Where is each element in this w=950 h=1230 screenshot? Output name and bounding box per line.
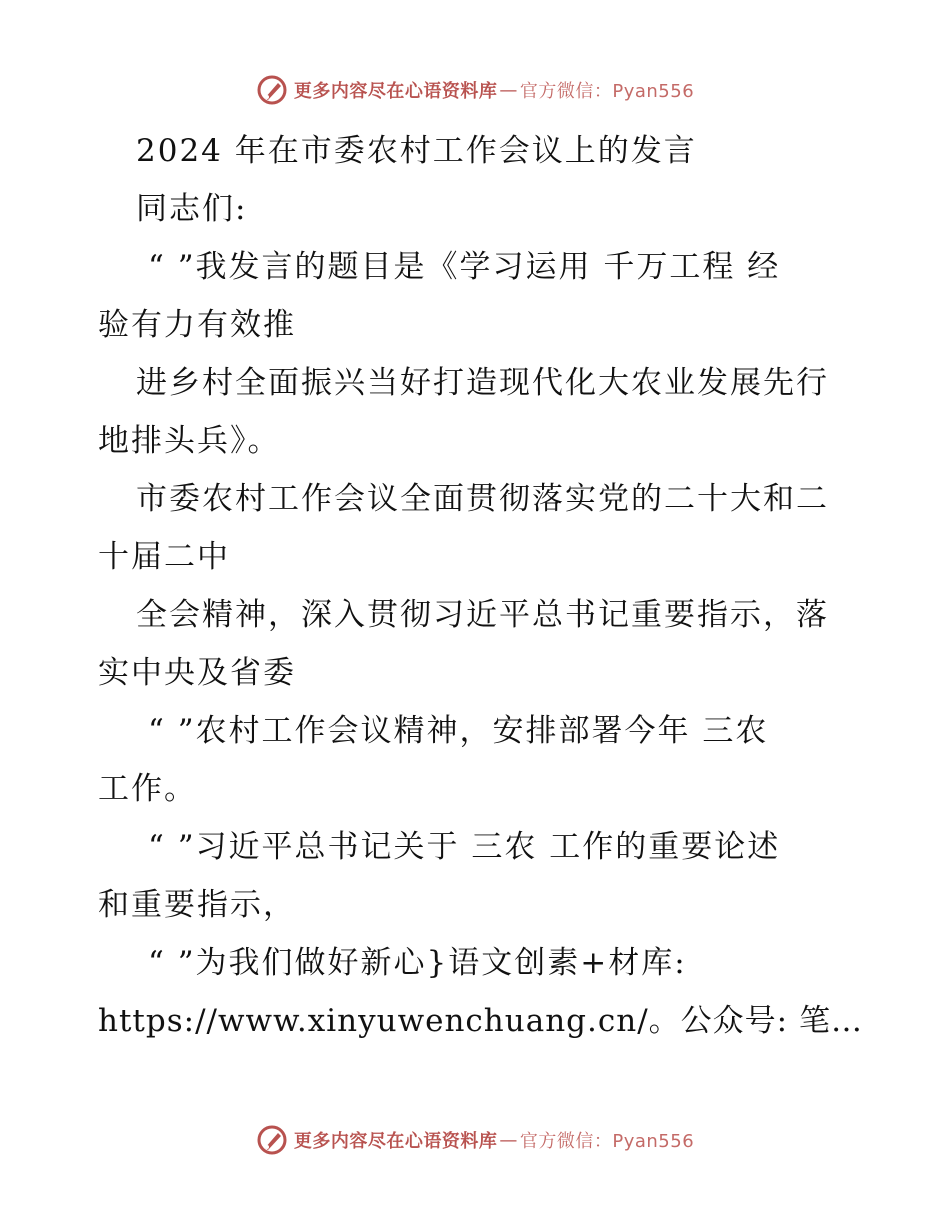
pen-circle-logo-icon: [256, 1124, 288, 1156]
paragraph-line: 验有力有效推: [98, 307, 296, 343]
paragraph-line: 地排头兵》。: [98, 423, 281, 459]
watermark-right-text: 官方微信：Pyan556: [519, 1131, 695, 1152]
watermark-left-text: 更多内容尽在心语资料库: [293, 81, 498, 102]
paragraph-line: “ ”为我们做好新心}语文创素+材库:: [148, 945, 687, 981]
watermark-right-text: 官方微信：Pyan556: [519, 81, 695, 102]
watermark-left-text: 更多内容尽在心语资料库: [293, 1131, 498, 1152]
pen-circle-logo-icon: [256, 74, 288, 106]
paragraph-line: 全会精神，深入贯彻习近平总书记重要指示，落: [136, 597, 829, 633]
paragraph-line: 进乡村全面振兴当好打造现代化大农业发展先行: [136, 365, 829, 401]
footer-watermark: [0, 1120, 950, 1160]
paragraph-line: 十届二中: [98, 539, 230, 575]
watermark-dash: —: [499, 79, 518, 101]
paragraph-line: “ ”农村工作会议精神，安排部署今年 三农: [148, 713, 769, 749]
paragraph-line-url: https://www.xinyuwenchuang.cn/。公众号: 笔…: [98, 1003, 863, 1039]
paragraph-line: “ ”我发言的题目是《学习运用 千万工程 经: [148, 249, 781, 285]
header-watermark: [0, 70, 950, 110]
paragraph-line: 市委农村工作会议全面贯彻落实党的二十大和二: [136, 481, 829, 517]
document-body: [98, 122, 863, 1050]
salutation: 同志们:: [136, 191, 248, 227]
paragraph-line: 工作。: [98, 771, 197, 807]
watermark-dash: —: [499, 1129, 518, 1151]
document-title: 2024 年在市委农村工作会议上的发言: [136, 133, 697, 169]
paragraph-line: 实中央及省委: [98, 655, 296, 691]
paragraph-line: “ ”习近平总书记关于 三农 工作的重要论述: [148, 829, 781, 865]
paragraph-line: 和重要指示，: [98, 887, 296, 923]
